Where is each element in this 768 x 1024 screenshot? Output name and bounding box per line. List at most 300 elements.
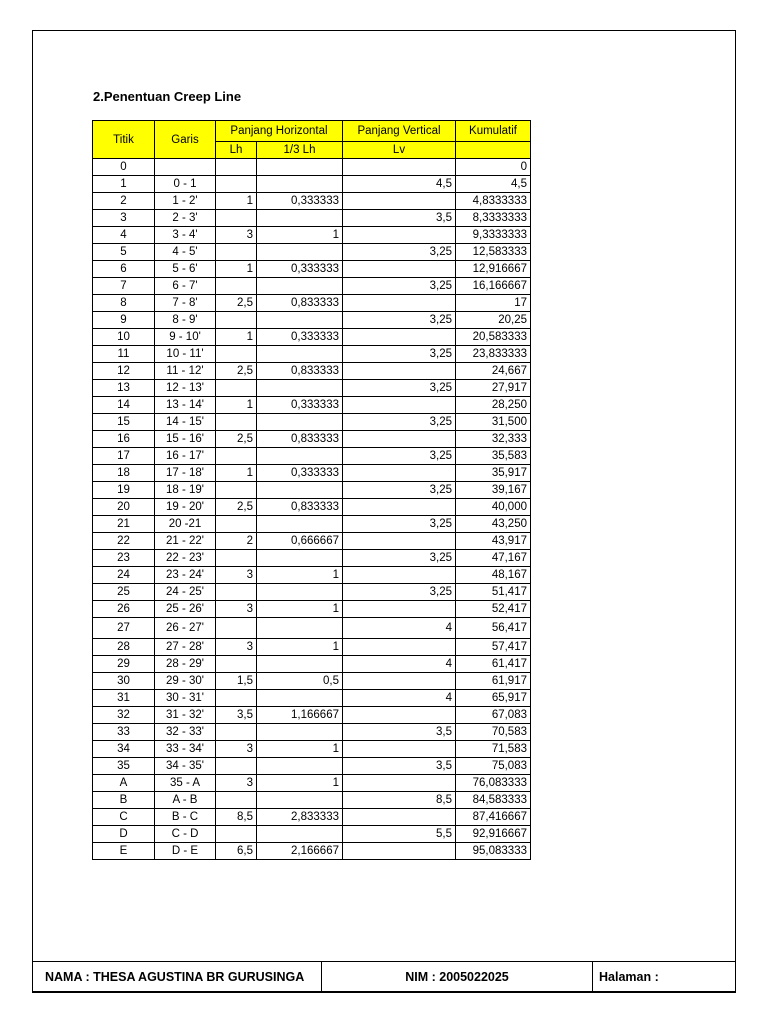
cell-titik: 12 xyxy=(93,363,155,380)
cell-garis: 13 - 14' xyxy=(155,397,216,414)
cell-garis: 24 - 25' xyxy=(155,584,216,601)
cell-lv xyxy=(343,397,456,414)
header-garis: Garis xyxy=(155,121,216,159)
cell-lv xyxy=(343,533,456,550)
cell-lv: 3,25 xyxy=(343,550,456,567)
cell-garis: 34 - 35' xyxy=(155,758,216,775)
cell-garis: 35 - A xyxy=(155,775,216,792)
cell-lv xyxy=(343,601,456,618)
cell-third-lh xyxy=(257,550,343,567)
cell-lh: 1,5 xyxy=(216,673,257,690)
cell-kumulatif: 71,583 xyxy=(456,741,531,758)
cell-lh: 8,5 xyxy=(216,809,257,826)
cell-third-lh xyxy=(257,724,343,741)
cell-lh xyxy=(216,724,257,741)
table-row xyxy=(93,707,531,724)
cell-kumulatif: 35,583 xyxy=(456,448,531,465)
cell-garis: 22 - 23' xyxy=(155,550,216,567)
cell-titik: 5 xyxy=(93,244,155,261)
cell-titik: 31 xyxy=(93,690,155,707)
cell-garis: B - C xyxy=(155,809,216,826)
cell-kumulatif: 39,167 xyxy=(456,482,531,499)
cell-titik: 28 xyxy=(93,639,155,656)
cell-lv xyxy=(343,431,456,448)
table-row xyxy=(93,809,531,826)
cell-lh xyxy=(216,380,257,397)
table-row xyxy=(93,656,531,673)
cell-garis: A - B xyxy=(155,792,216,809)
cell-third-lh: 1 xyxy=(257,601,343,618)
cell-lh xyxy=(216,312,257,329)
cell-lv: 3,25 xyxy=(343,380,456,397)
cell-third-lh xyxy=(257,278,343,295)
cell-lh xyxy=(216,792,257,809)
cell-lh xyxy=(216,346,257,363)
cell-lv: 8,5 xyxy=(343,792,456,809)
cell-lv: 5,5 xyxy=(343,826,456,843)
cell-garis: 31 - 32' xyxy=(155,707,216,724)
cell-third-lh: 0,333333 xyxy=(257,465,343,482)
cell-kumulatif: 35,917 xyxy=(456,465,531,482)
cell-garis: 3 - 4' xyxy=(155,227,216,244)
cell-garis: 15 - 16' xyxy=(155,431,216,448)
cell-third-lh: 0,833333 xyxy=(257,295,343,312)
cell-titik: B xyxy=(93,792,155,809)
cell-kumulatif: 17 xyxy=(456,295,531,312)
cell-lh: 1 xyxy=(216,193,257,210)
cell-garis: 21 - 22' xyxy=(155,533,216,550)
cell-kumulatif: 27,917 xyxy=(456,380,531,397)
cell-third-lh: 2,833333 xyxy=(257,809,343,826)
cell-titik: 1 xyxy=(93,176,155,193)
cell-lh xyxy=(216,482,257,499)
cell-titik: 4 xyxy=(93,227,155,244)
cell-third-lh: 2,166667 xyxy=(257,843,343,860)
cell-titik: 21 xyxy=(93,516,155,533)
cell-lv: 4 xyxy=(343,690,456,707)
cell-kumulatif: 12,583333 xyxy=(456,244,531,261)
cell-titik: 11 xyxy=(93,346,155,363)
cell-titik: 6 xyxy=(93,261,155,278)
cell-lh xyxy=(216,618,257,639)
cell-third-lh xyxy=(257,244,343,261)
cell-lh xyxy=(216,159,257,176)
table-row xyxy=(93,261,531,278)
cell-kumulatif: 16,166667 xyxy=(456,278,531,295)
cell-lv: 3,25 xyxy=(343,516,456,533)
cell-third-lh xyxy=(257,346,343,363)
table-row xyxy=(93,329,531,346)
cell-titik: 15 xyxy=(93,414,155,431)
cell-lh xyxy=(216,656,257,673)
cell-garis: 16 - 17' xyxy=(155,448,216,465)
cell-third-lh: 0,833333 xyxy=(257,431,343,448)
cell-lv xyxy=(343,465,456,482)
cell-garis: 26 - 27' xyxy=(155,618,216,639)
cell-lh xyxy=(216,448,257,465)
cell-titik: 14 xyxy=(93,397,155,414)
cell-lv xyxy=(343,639,456,656)
cell-third-lh xyxy=(257,758,343,775)
footer-nama: NAMA : THESA AGUSTINA BR GURUSINGA xyxy=(33,962,322,992)
cell-lh: 6,5 xyxy=(216,843,257,860)
table-row xyxy=(93,448,531,465)
cell-garis: 11 - 12' xyxy=(155,363,216,380)
cell-lv xyxy=(343,363,456,380)
table-row xyxy=(93,724,531,741)
cell-titik: 34 xyxy=(93,741,155,758)
cell-garis: 7 - 8' xyxy=(155,295,216,312)
cell-titik: 25 xyxy=(93,584,155,601)
cell-lh: 3 xyxy=(216,227,257,244)
cell-titik: C xyxy=(93,809,155,826)
cell-third-lh: 0,5 xyxy=(257,673,343,690)
cell-kumulatif: 61,917 xyxy=(456,673,531,690)
cell-garis: D - E xyxy=(155,843,216,860)
cell-garis: 2 - 3' xyxy=(155,210,216,227)
cell-garis: 9 - 10' xyxy=(155,329,216,346)
cell-lv: 3,25 xyxy=(343,414,456,431)
cell-lh: 2,5 xyxy=(216,363,257,380)
cell-lh xyxy=(216,414,257,431)
cell-kumulatif: 56,417 xyxy=(456,618,531,639)
cell-third-lh: 0,666667 xyxy=(257,533,343,550)
cell-titik: 23 xyxy=(93,550,155,567)
cell-garis: C - D xyxy=(155,826,216,843)
cell-third-lh xyxy=(257,176,343,193)
cell-titik: 2 xyxy=(93,193,155,210)
cell-third-lh: 1,166667 xyxy=(257,707,343,724)
cell-kumulatif: 52,417 xyxy=(456,601,531,618)
cell-garis: 14 - 15' xyxy=(155,414,216,431)
cell-third-lh xyxy=(257,210,343,227)
table-row xyxy=(93,499,531,516)
table-row xyxy=(93,741,531,758)
cell-lh xyxy=(216,516,257,533)
cell-kumulatif: 67,083 xyxy=(456,707,531,724)
cell-lv xyxy=(343,843,456,860)
cell-third-lh xyxy=(257,516,343,533)
table-row xyxy=(93,775,531,792)
header-lh: Lh xyxy=(216,142,257,159)
cell-kumulatif: 75,083 xyxy=(456,758,531,775)
cell-garis: 32 - 33' xyxy=(155,724,216,741)
cell-lh: 1 xyxy=(216,329,257,346)
cell-lh: 2,5 xyxy=(216,295,257,312)
cell-titik: 13 xyxy=(93,380,155,397)
cell-third-lh xyxy=(257,656,343,673)
cell-titik: 16 xyxy=(93,431,155,448)
cell-titik: 35 xyxy=(93,758,155,775)
cell-kumulatif: 92,916667 xyxy=(456,826,531,843)
cell-third-lh xyxy=(257,792,343,809)
cell-titik: 19 xyxy=(93,482,155,499)
cell-third-lh: 1 xyxy=(257,227,343,244)
cell-lv xyxy=(343,295,456,312)
cell-garis: 28 - 29' xyxy=(155,656,216,673)
cell-lv: 3,25 xyxy=(343,278,456,295)
cell-lh: 3 xyxy=(216,639,257,656)
cell-lv xyxy=(343,499,456,516)
cell-kumulatif: 12,916667 xyxy=(456,261,531,278)
table-row xyxy=(93,176,531,193)
cell-titik: 27 xyxy=(93,618,155,639)
header-lv: Lv xyxy=(343,142,456,159)
cell-lh: 3 xyxy=(216,567,257,584)
cell-third-lh xyxy=(257,584,343,601)
creep-line-table xyxy=(92,120,531,860)
cell-lv: 3,25 xyxy=(343,346,456,363)
cell-kumulatif: 76,083333 xyxy=(456,775,531,792)
cell-garis: 1 - 2' xyxy=(155,193,216,210)
footer-nim: NIM : 2005022025 xyxy=(322,962,593,992)
cell-titik: 24 xyxy=(93,567,155,584)
cell-kumulatif: 20,25 xyxy=(456,312,531,329)
cell-lh xyxy=(216,176,257,193)
table-row xyxy=(93,227,531,244)
cell-kumulatif: 23,833333 xyxy=(456,346,531,363)
cell-kumulatif: 87,416667 xyxy=(456,809,531,826)
cell-third-lh: 0,833333 xyxy=(257,363,343,380)
section-title: 2.Penentuan Creep Line xyxy=(93,89,242,104)
cell-kumulatif: 24,667 xyxy=(456,363,531,380)
header-panjang-horizontal: Panjang Horizontal xyxy=(216,121,343,142)
cell-third-lh xyxy=(257,380,343,397)
cell-garis: 0 - 1 xyxy=(155,176,216,193)
cell-lv xyxy=(343,227,456,244)
header-kumulatif-blank xyxy=(456,142,531,159)
cell-lv: 3,25 xyxy=(343,584,456,601)
cell-lh xyxy=(216,244,257,261)
cell-kumulatif: 4,8333333 xyxy=(456,193,531,210)
header-panjang-vertical: Panjang Vertical xyxy=(343,121,456,142)
table-row xyxy=(93,465,531,482)
cell-garis: 25 - 26' xyxy=(155,601,216,618)
cell-third-lh: 1 xyxy=(257,639,343,656)
cell-kumulatif: 95,083333 xyxy=(456,843,531,860)
cell-garis: 12 - 13' xyxy=(155,380,216,397)
cell-garis: 10 - 11' xyxy=(155,346,216,363)
header-kumulatif: Kumulatif xyxy=(456,121,531,142)
cell-third-lh: 1 xyxy=(257,741,343,758)
cell-lv: 3,25 xyxy=(343,244,456,261)
cell-lv: 4,5 xyxy=(343,176,456,193)
cell-third-lh xyxy=(257,312,343,329)
cell-lh: 1 xyxy=(216,465,257,482)
cell-garis: 8 - 9' xyxy=(155,312,216,329)
cell-lv xyxy=(343,707,456,724)
table-row xyxy=(93,690,531,707)
cell-third-lh xyxy=(257,618,343,639)
cell-lh: 1 xyxy=(216,261,257,278)
cell-kumulatif: 51,417 xyxy=(456,584,531,601)
cell-lv: 4 xyxy=(343,656,456,673)
table-body xyxy=(93,159,531,860)
cell-lv xyxy=(343,261,456,278)
cell-lv xyxy=(343,567,456,584)
cell-third-lh: 0,333333 xyxy=(257,261,343,278)
cell-kumulatif: 4,5 xyxy=(456,176,531,193)
cell-third-lh: 1 xyxy=(257,775,343,792)
cell-lv: 3,5 xyxy=(343,758,456,775)
cell-lv xyxy=(343,673,456,690)
cell-titik: 26 xyxy=(93,601,155,618)
cell-garis: 33 - 34' xyxy=(155,741,216,758)
table-row xyxy=(93,159,531,176)
cell-garis: 6 - 7' xyxy=(155,278,216,295)
cell-garis: 23 - 24' xyxy=(155,567,216,584)
cell-lh xyxy=(216,278,257,295)
cell-third-lh: 1 xyxy=(257,567,343,584)
cell-garis: 30 - 31' xyxy=(155,690,216,707)
cell-lh: 2,5 xyxy=(216,499,257,516)
cell-titik: 22 xyxy=(93,533,155,550)
cell-lh: 1 xyxy=(216,397,257,414)
cell-kumulatif: 0 xyxy=(456,159,531,176)
cell-lh xyxy=(216,826,257,843)
cell-lh xyxy=(216,584,257,601)
table-row xyxy=(93,312,531,329)
footer-halaman: Halaman : xyxy=(599,970,659,984)
cell-lh: 3 xyxy=(216,601,257,618)
table-row xyxy=(93,567,531,584)
table-row xyxy=(93,584,531,601)
table-row xyxy=(93,673,531,690)
cell-lv xyxy=(343,193,456,210)
cell-kumulatif: 28,250 xyxy=(456,397,531,414)
cell-lh: 3 xyxy=(216,741,257,758)
table-row xyxy=(93,431,531,448)
footer xyxy=(32,961,736,993)
table-row xyxy=(93,792,531,809)
table-row xyxy=(93,826,531,843)
cell-lv: 3,25 xyxy=(343,312,456,329)
cell-third-lh: 0,833333 xyxy=(257,499,343,516)
cell-kumulatif: 70,583 xyxy=(456,724,531,741)
cell-garis: 20 -21 xyxy=(155,516,216,533)
cell-titik: 29 xyxy=(93,656,155,673)
cell-titik: A xyxy=(93,775,155,792)
cell-garis: 4 - 5' xyxy=(155,244,216,261)
cell-lh xyxy=(216,550,257,567)
cell-titik: 32 xyxy=(93,707,155,724)
cell-lv: 3,25 xyxy=(343,448,456,465)
table-row xyxy=(93,363,531,380)
cell-kumulatif: 65,917 xyxy=(456,690,531,707)
cell-titik: 3 xyxy=(93,210,155,227)
cell-third-lh xyxy=(257,448,343,465)
table-row xyxy=(93,758,531,775)
table-row xyxy=(93,550,531,567)
cell-third-lh xyxy=(257,159,343,176)
cell-titik: 10 xyxy=(93,329,155,346)
cell-lh: 2 xyxy=(216,533,257,550)
cell-lv xyxy=(343,159,456,176)
cell-third-lh: 0,333333 xyxy=(257,193,343,210)
table-row xyxy=(93,210,531,227)
cell-lv xyxy=(343,329,456,346)
cell-garis: 17 - 18' xyxy=(155,465,216,482)
table-row xyxy=(93,482,531,499)
cell-kumulatif: 48,167 xyxy=(456,567,531,584)
cell-titik: 17 xyxy=(93,448,155,465)
table-row xyxy=(93,295,531,312)
cell-kumulatif: 31,500 xyxy=(456,414,531,431)
cell-titik: E xyxy=(93,843,155,860)
cell-third-lh xyxy=(257,482,343,499)
cell-third-lh: 0,333333 xyxy=(257,397,343,414)
table-row xyxy=(93,278,531,295)
cell-third-lh xyxy=(257,690,343,707)
cell-titik: 18 xyxy=(93,465,155,482)
cell-garis: 29 - 30' xyxy=(155,673,216,690)
table-row xyxy=(93,601,531,618)
cell-kumulatif: 84,583333 xyxy=(456,792,531,809)
cell-lv xyxy=(343,741,456,758)
cell-garis xyxy=(155,159,216,176)
table-header-row xyxy=(93,121,531,142)
cell-kumulatif: 43,917 xyxy=(456,533,531,550)
cell-lh: 3 xyxy=(216,775,257,792)
table-row xyxy=(93,397,531,414)
cell-lv: 3,25 xyxy=(343,482,456,499)
cell-titik: 0 xyxy=(93,159,155,176)
cell-kumulatif: 20,583333 xyxy=(456,329,531,346)
cell-kumulatif: 40,000 xyxy=(456,499,531,516)
header-third-lh: 1/3 Lh xyxy=(257,142,343,159)
header-titik: Titik xyxy=(93,121,155,159)
cell-kumulatif: 8,3333333 xyxy=(456,210,531,227)
cell-kumulatif: 9,3333333 xyxy=(456,227,531,244)
cell-lh: 2,5 xyxy=(216,431,257,448)
cell-titik: 9 xyxy=(93,312,155,329)
cell-garis: 19 - 20' xyxy=(155,499,216,516)
table-row xyxy=(93,843,531,860)
cell-lv: 4 xyxy=(343,618,456,639)
table-row xyxy=(93,533,531,550)
table-row xyxy=(93,516,531,533)
table-row xyxy=(93,244,531,261)
cell-third-lh xyxy=(257,414,343,431)
cell-third-lh xyxy=(257,826,343,843)
cell-kumulatif: 32,333 xyxy=(456,431,531,448)
table-row xyxy=(93,346,531,363)
cell-titik: 20 xyxy=(93,499,155,516)
cell-titik: 30 xyxy=(93,673,155,690)
cell-titik: 8 xyxy=(93,295,155,312)
cell-kumulatif: 57,417 xyxy=(456,639,531,656)
table-row xyxy=(93,414,531,431)
cell-lv: 3,5 xyxy=(343,724,456,741)
cell-lh xyxy=(216,210,257,227)
table-row xyxy=(93,639,531,656)
cell-garis: 5 - 6' xyxy=(155,261,216,278)
table-row xyxy=(93,618,531,639)
cell-titik: 33 xyxy=(93,724,155,741)
cell-titik: D xyxy=(93,826,155,843)
cell-lv xyxy=(343,809,456,826)
cell-lh xyxy=(216,758,257,775)
cell-kumulatif: 43,250 xyxy=(456,516,531,533)
cell-lv xyxy=(343,775,456,792)
cell-lh: 3,5 xyxy=(216,707,257,724)
table-row xyxy=(93,380,531,397)
cell-third-lh: 0,333333 xyxy=(257,329,343,346)
cell-garis: 27 - 28' xyxy=(155,639,216,656)
cell-lv: 3,5 xyxy=(343,210,456,227)
table-row xyxy=(93,193,531,210)
cell-lh xyxy=(216,690,257,707)
